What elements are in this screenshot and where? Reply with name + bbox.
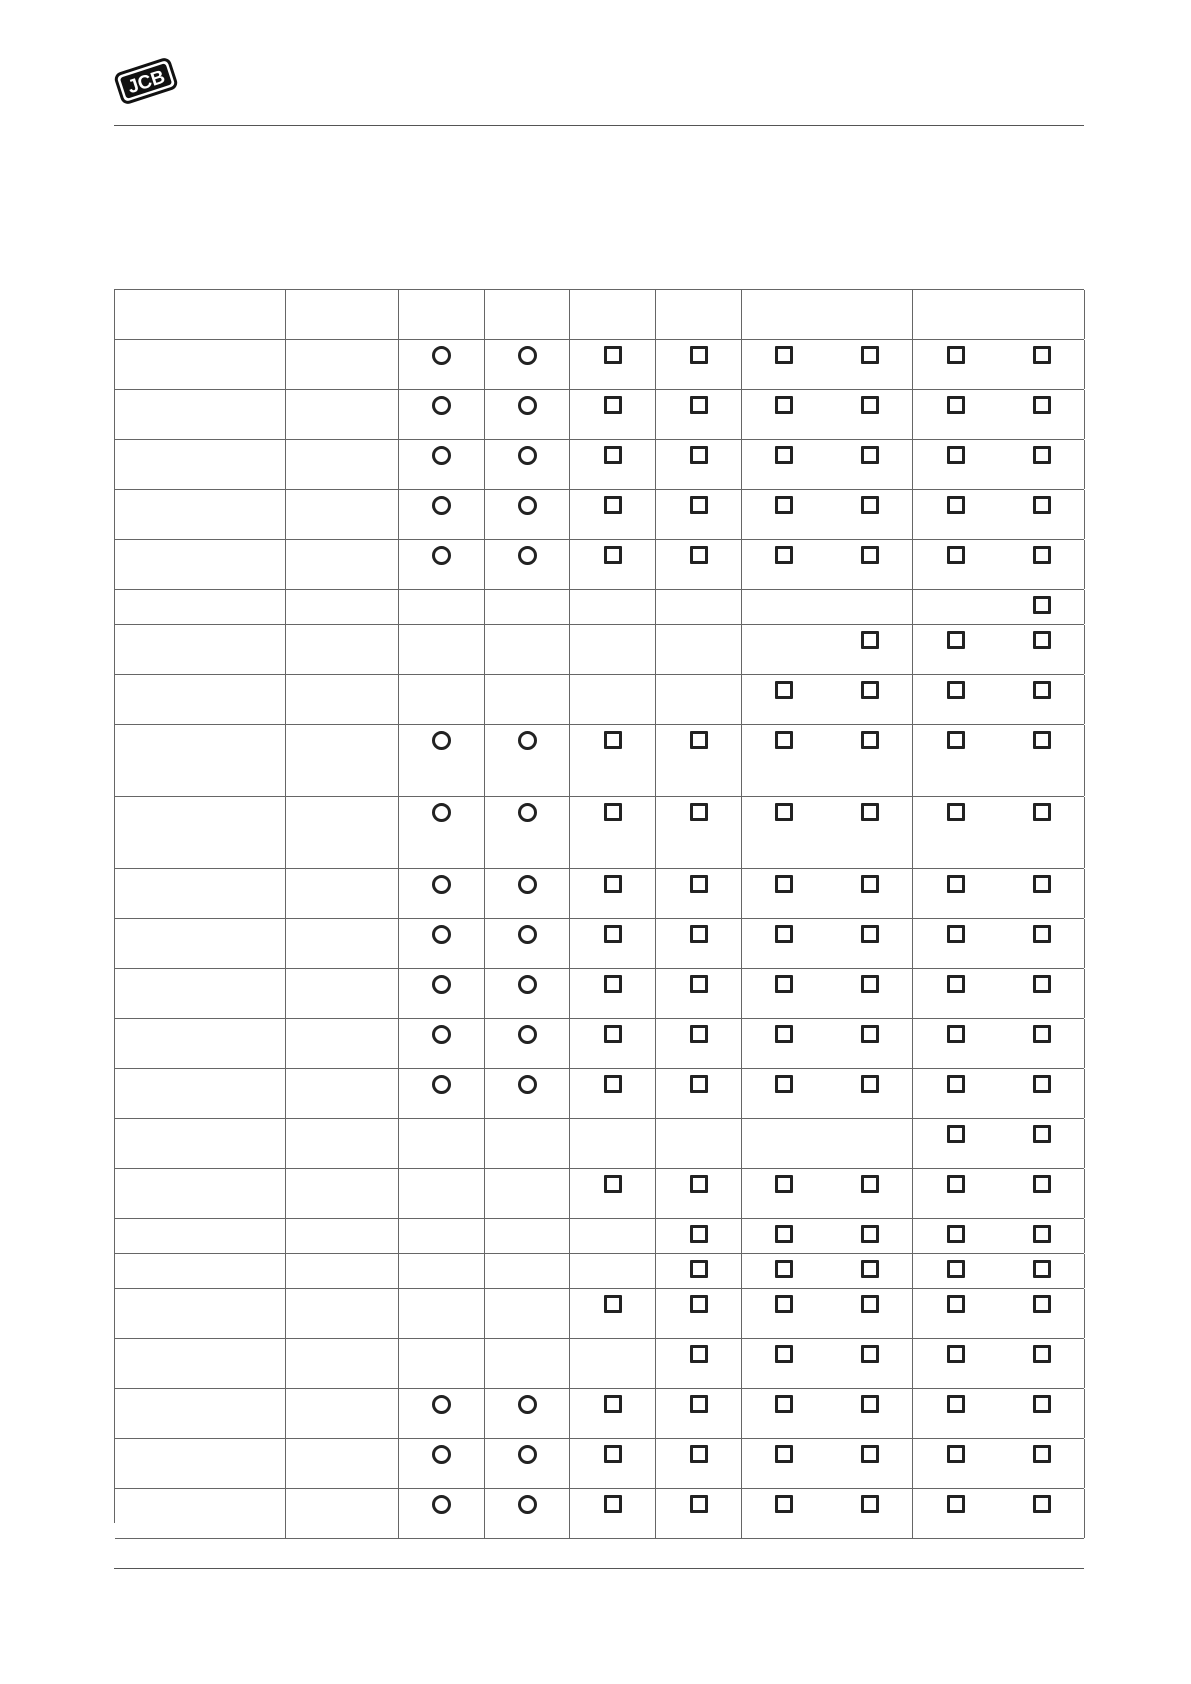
jcb-logo (112, 52, 180, 110)
square-icon (861, 875, 879, 893)
square-icon (861, 631, 879, 649)
square-icon (690, 1445, 708, 1463)
table-cell (115, 969, 286, 1018)
table-cell (115, 1439, 286, 1488)
square-icon (861, 396, 879, 414)
square-icon (1033, 1175, 1051, 1193)
table-cell (485, 675, 571, 724)
table-cell (115, 1289, 286, 1338)
square-icon (1033, 975, 1051, 993)
square-icon (775, 1395, 793, 1413)
square-icon (690, 1395, 708, 1413)
square-icon (604, 1395, 622, 1413)
table-cell (742, 290, 828, 339)
square-icon (690, 496, 708, 514)
table-cell (115, 540, 286, 589)
square-icon (947, 803, 965, 821)
square-icon (947, 731, 965, 749)
square-icon (947, 546, 965, 564)
table-cell (115, 290, 286, 339)
table-cell (485, 1339, 571, 1388)
table-cell (115, 869, 286, 918)
compatibility-table (114, 289, 1084, 1523)
square-icon (1033, 1495, 1051, 1513)
square-icon (947, 396, 965, 414)
square-icon (1033, 803, 1051, 821)
square-icon (861, 496, 879, 514)
square-icon (775, 1260, 793, 1278)
table-cell (286, 919, 399, 968)
table-cell (286, 1389, 399, 1438)
square-icon (1033, 631, 1051, 649)
square-icon (775, 1075, 793, 1093)
square-icon (1033, 1225, 1051, 1243)
square-icon (604, 1495, 622, 1513)
circle-icon (518, 546, 537, 565)
square-icon (947, 631, 965, 649)
square-icon (947, 496, 965, 514)
square-icon (947, 1345, 965, 1363)
table-row (115, 919, 1084, 969)
table-cell (115, 725, 286, 796)
table-row (115, 1254, 1084, 1289)
square-icon (861, 1495, 879, 1513)
table-row (115, 390, 1084, 440)
table-cell (115, 590, 286, 624)
square-icon (1033, 1295, 1051, 1313)
table-cell (570, 590, 656, 624)
table-cell (570, 1219, 656, 1253)
table-row (115, 869, 1084, 919)
table-row (115, 1169, 1084, 1219)
table-cell (570, 675, 656, 724)
square-icon (861, 1345, 879, 1363)
square-icon (947, 1445, 965, 1463)
table-row (115, 1069, 1084, 1119)
square-icon (775, 546, 793, 564)
table-cell (286, 390, 399, 439)
circle-icon (518, 446, 537, 465)
square-icon (1033, 925, 1051, 943)
square-icon (690, 925, 708, 943)
table-cell (115, 919, 286, 968)
table-cell (286, 969, 399, 1018)
square-icon (947, 346, 965, 364)
table-row (115, 625, 1084, 675)
square-icon (1033, 446, 1051, 464)
square-icon (690, 731, 708, 749)
table-row (115, 490, 1084, 540)
table-row (115, 1289, 1084, 1339)
table-row (115, 969, 1084, 1019)
square-icon (604, 925, 622, 943)
table-cell (286, 1254, 399, 1288)
square-icon (1033, 731, 1051, 749)
square-icon (947, 975, 965, 993)
table-cell (742, 625, 828, 674)
table-cell (286, 675, 399, 724)
square-icon (690, 803, 708, 821)
square-icon (947, 1175, 965, 1193)
table-cell (570, 1119, 656, 1168)
square-icon (604, 1175, 622, 1193)
table-row (115, 1119, 1084, 1169)
square-icon (861, 1260, 879, 1278)
square-icon (775, 1225, 793, 1243)
square-icon (690, 1295, 708, 1313)
circle-icon (518, 1025, 537, 1044)
square-icon (947, 1260, 965, 1278)
square-icon (775, 1025, 793, 1043)
table-cell (399, 1339, 485, 1388)
square-icon (1033, 1125, 1051, 1143)
table-cell (115, 440, 286, 489)
square-icon (861, 803, 879, 821)
table-cell (999, 290, 1085, 339)
square-icon (947, 681, 965, 699)
square-icon (690, 875, 708, 893)
square-icon (775, 731, 793, 749)
square-icon (861, 1395, 879, 1413)
square-icon (861, 731, 879, 749)
square-icon (690, 396, 708, 414)
square-icon (947, 1025, 965, 1043)
header-rule (114, 125, 1084, 126)
table-cell (286, 1119, 399, 1168)
square-icon (604, 1075, 622, 1093)
table-cell (399, 625, 485, 674)
square-icon (775, 446, 793, 464)
table-cell (115, 1119, 286, 1168)
table-cell (286, 1169, 399, 1218)
square-icon (604, 875, 622, 893)
square-icon (1033, 681, 1051, 699)
square-icon (604, 346, 622, 364)
square-icon (947, 1395, 965, 1413)
square-icon (1033, 1075, 1051, 1093)
table-cell (570, 1254, 656, 1288)
table-cell (286, 1069, 399, 1118)
square-icon (690, 446, 708, 464)
square-icon (604, 731, 622, 749)
table-cell (656, 625, 742, 674)
table-cell (286, 725, 399, 796)
table-cell (656, 290, 742, 339)
table-header-row (115, 290, 1084, 340)
table-cell (286, 490, 399, 539)
square-icon (690, 1025, 708, 1043)
square-icon (861, 975, 879, 993)
square-icon (775, 803, 793, 821)
square-icon (947, 1225, 965, 1243)
square-icon (775, 496, 793, 514)
circle-icon (518, 875, 537, 894)
square-icon (775, 975, 793, 993)
table-row (115, 1219, 1084, 1254)
table-row (115, 1339, 1084, 1389)
table-cell (485, 1219, 571, 1253)
table-cell (485, 1119, 571, 1168)
table-cell (828, 1119, 914, 1168)
table-cell (742, 1119, 828, 1168)
circle-icon (518, 496, 537, 515)
square-icon (690, 546, 708, 564)
table-cell (286, 1019, 399, 1068)
table-cell (115, 340, 286, 389)
table-cell (485, 1169, 571, 1218)
square-icon (690, 1345, 708, 1363)
table-row (115, 440, 1084, 490)
square-icon (690, 1260, 708, 1278)
square-icon (1033, 1260, 1051, 1278)
table-cell (913, 290, 999, 339)
table-cell (115, 1169, 286, 1218)
table-cell (286, 440, 399, 489)
table-cell (570, 625, 656, 674)
square-icon (775, 1345, 793, 1363)
table-cell (399, 590, 485, 624)
square-icon (861, 1175, 879, 1193)
square-icon (1033, 1345, 1051, 1363)
square-icon (1033, 1025, 1051, 1043)
square-icon (604, 446, 622, 464)
table-cell (742, 590, 828, 624)
square-icon (604, 975, 622, 993)
square-icon (861, 546, 879, 564)
square-icon (690, 1175, 708, 1193)
circle-icon (518, 1445, 537, 1464)
table-row (115, 1439, 1084, 1489)
square-icon (947, 875, 965, 893)
table-cell (115, 675, 286, 724)
table-cell (286, 625, 399, 674)
square-icon (604, 1025, 622, 1043)
table-row (115, 540, 1084, 590)
table-cell (286, 1289, 399, 1338)
table-cell (399, 1289, 485, 1338)
circle-icon (518, 975, 537, 994)
circle-icon (518, 731, 537, 750)
table-cell (399, 1254, 485, 1288)
circle-icon (518, 803, 537, 822)
table-cell (115, 797, 286, 868)
table-cell (913, 590, 999, 624)
square-icon (1033, 496, 1051, 514)
square-icon (947, 1495, 965, 1513)
table-cell (115, 1069, 286, 1118)
table-cell (485, 625, 571, 674)
circle-icon (518, 1395, 537, 1414)
table-cell (286, 590, 399, 624)
square-icon (1033, 875, 1051, 893)
table-cell (570, 290, 656, 339)
table-row (115, 797, 1084, 869)
table-row (115, 590, 1084, 625)
circle-icon (518, 1495, 537, 1514)
circle-icon (518, 925, 537, 944)
square-icon (604, 496, 622, 514)
square-icon (775, 396, 793, 414)
square-icon (1033, 596, 1051, 614)
table-row (115, 675, 1084, 725)
circle-icon (518, 396, 537, 415)
footer-rule (114, 1568, 1084, 1569)
table-row (115, 1389, 1084, 1439)
square-icon (861, 1025, 879, 1043)
table-cell (828, 290, 914, 339)
square-icon (775, 875, 793, 893)
square-icon (775, 925, 793, 943)
table-cell (286, 869, 399, 918)
table-cell (115, 1254, 286, 1288)
table-cell (286, 1339, 399, 1388)
table-cell (115, 1489, 286, 1538)
square-icon (1033, 1395, 1051, 1413)
square-icon (604, 803, 622, 821)
square-icon (690, 1225, 708, 1243)
table-cell (286, 290, 399, 339)
table-cell (828, 590, 914, 624)
square-icon (604, 1295, 622, 1313)
table-cell (485, 1254, 571, 1288)
table-cell (115, 390, 286, 439)
square-icon (1033, 1445, 1051, 1463)
table-cell (399, 290, 485, 339)
table-cell (115, 490, 286, 539)
square-icon (690, 346, 708, 364)
table-cell (399, 1219, 485, 1253)
square-icon (1033, 546, 1051, 564)
square-icon (947, 925, 965, 943)
table-cell (286, 540, 399, 589)
square-icon (604, 546, 622, 564)
square-icon (1033, 346, 1051, 364)
table-cell (286, 797, 399, 868)
table-row (115, 1489, 1084, 1539)
square-icon (775, 681, 793, 699)
square-icon (690, 975, 708, 993)
table-cell (115, 1019, 286, 1068)
square-icon (861, 925, 879, 943)
table-cell (485, 590, 571, 624)
table-cell (286, 1219, 399, 1253)
square-icon (604, 1445, 622, 1463)
square-icon (775, 1295, 793, 1313)
square-icon (947, 1295, 965, 1313)
square-icon (775, 1495, 793, 1513)
square-icon (947, 446, 965, 464)
square-icon (861, 1445, 879, 1463)
table-cell (286, 340, 399, 389)
circle-icon (518, 346, 537, 365)
table-cell (570, 1339, 656, 1388)
table-cell (115, 1389, 286, 1438)
table-cell (399, 1169, 485, 1218)
square-icon (861, 1075, 879, 1093)
table-row (115, 725, 1084, 797)
square-icon (604, 396, 622, 414)
square-icon (861, 446, 879, 464)
svg-text:JCB: JCB (125, 66, 168, 99)
table-cell (399, 675, 485, 724)
table-cell (656, 675, 742, 724)
square-icon (861, 1295, 879, 1313)
square-icon (775, 1175, 793, 1193)
table-cell (485, 290, 571, 339)
table-row (115, 1019, 1084, 1069)
square-icon (690, 1495, 708, 1513)
square-icon (775, 1445, 793, 1463)
table-cell (115, 1339, 286, 1388)
circle-icon (518, 1075, 537, 1094)
square-icon (947, 1075, 965, 1093)
square-icon (1033, 396, 1051, 414)
table-cell (656, 590, 742, 624)
table-cell (115, 1219, 286, 1253)
table-row (115, 340, 1084, 390)
square-icon (861, 346, 879, 364)
table-cell (115, 625, 286, 674)
square-icon (690, 1075, 708, 1093)
table-cell (399, 1119, 485, 1168)
table-cell (286, 1439, 399, 1488)
square-icon (861, 1225, 879, 1243)
square-icon (775, 346, 793, 364)
table-cell (485, 1289, 571, 1338)
table-cell (656, 1119, 742, 1168)
square-icon (861, 681, 879, 699)
table-cell (286, 1489, 399, 1538)
square-icon (947, 1125, 965, 1143)
